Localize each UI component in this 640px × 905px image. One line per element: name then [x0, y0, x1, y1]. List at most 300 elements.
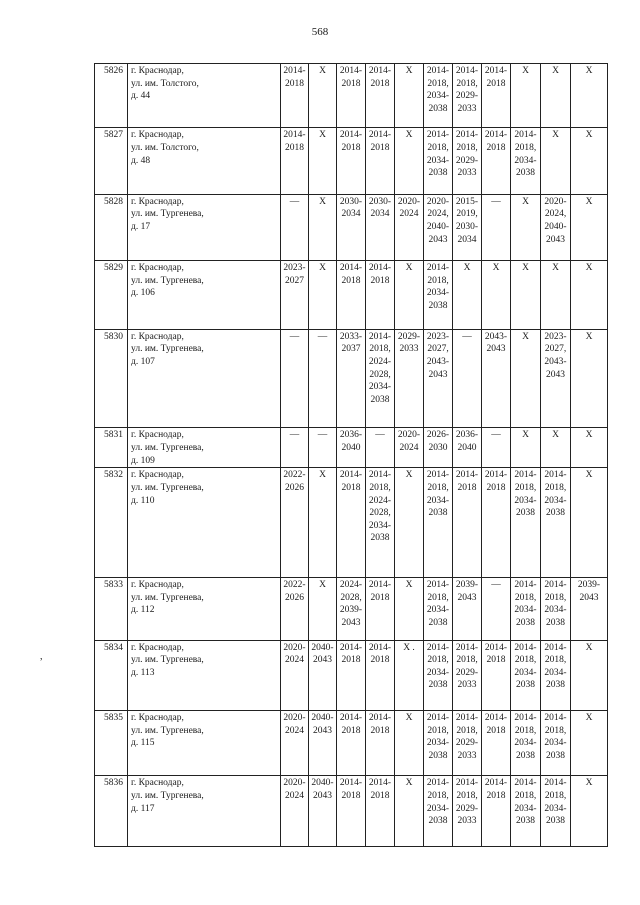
- period-line: 2043: [457, 592, 477, 603]
- period-cell: [511, 329, 541, 428]
- period-line: X: [492, 263, 500, 274]
- period-line: 2023-: [426, 331, 450, 342]
- period-cell: [395, 194, 424, 260]
- period-cell: [424, 261, 453, 329]
- address-line: г. Краснодар,: [131, 778, 184, 789]
- period-cell: [482, 468, 511, 578]
- period-line: X: [405, 130, 413, 141]
- period-cell: [395, 128, 424, 194]
- period-line: 2014-: [426, 66, 450, 76]
- period-cell: [453, 194, 482, 260]
- period-line: 2014-: [339, 66, 363, 76]
- period-line: 2038: [428, 617, 448, 628]
- period-line: 2037: [341, 344, 361, 355]
- period-line: 2028,: [369, 369, 391, 380]
- period-line: —: [289, 430, 300, 441]
- period-line: 2018,: [514, 791, 537, 802]
- period-cell: [511, 640, 541, 710]
- period-line: 2029-: [455, 667, 479, 678]
- period-line: X: [319, 130, 326, 141]
- register-table: [94, 63, 608, 847]
- period-cell: [366, 64, 395, 128]
- period-line: 2043-: [426, 356, 450, 367]
- address-line: ул. им. Тургенева,: [131, 791, 204, 802]
- period-line: 2029-: [455, 91, 479, 102]
- period-cell: [541, 329, 571, 428]
- table-row: [95, 428, 608, 468]
- period-cell: [541, 468, 571, 578]
- period-cell: [541, 776, 571, 847]
- row-number: 5830: [95, 329, 128, 428]
- period-cell: [309, 261, 337, 329]
- period-line: 2014-: [484, 778, 508, 789]
- period-line: 2034-: [368, 382, 392, 393]
- period-cell: [482, 578, 511, 640]
- table-row: [95, 776, 608, 847]
- period-line: 2038: [428, 168, 448, 179]
- period-line: 2040-: [311, 642, 334, 653]
- period-line: 2024: [285, 725, 304, 736]
- period-line: X: [522, 331, 529, 342]
- period-cell: [281, 64, 309, 128]
- period-line: X: [585, 130, 593, 141]
- address-cell: [128, 428, 281, 468]
- period-cell: [482, 329, 511, 428]
- period-line: 2018: [486, 655, 506, 666]
- period-line: 2029-: [397, 331, 421, 342]
- address-line: д. 117: [131, 803, 155, 814]
- period-line: 2034-: [426, 91, 450, 102]
- address-cell: [128, 776, 281, 847]
- address-line: ул. им. Тургенева,: [131, 275, 204, 286]
- period-line: 2038: [546, 617, 565, 628]
- period-line: —: [491, 580, 501, 591]
- period-cell: [571, 261, 608, 329]
- period-line: 2018,: [514, 655, 537, 666]
- period-line: 2018,: [456, 791, 478, 802]
- period-cell: [337, 578, 366, 640]
- address-cell: [128, 640, 281, 710]
- period-line: X: [522, 196, 529, 207]
- period-line: X: [405, 66, 413, 76]
- period-line: 2024,: [544, 209, 567, 220]
- period-line: 2018,: [456, 143, 478, 154]
- period-cell: [281, 194, 309, 260]
- period-line: 2019,: [456, 209, 478, 220]
- period-cell: [511, 261, 541, 329]
- period-cell: [453, 428, 482, 468]
- address-line: д. 113: [131, 667, 155, 678]
- period-cell: [424, 428, 453, 468]
- period-line: 2023-: [544, 331, 567, 342]
- period-line: 2018: [341, 725, 361, 736]
- period-line: 2018,: [427, 483, 449, 494]
- period-cell: [309, 64, 337, 128]
- period-line: 2020-: [544, 196, 567, 207]
- period-line: 2018,: [544, 725, 567, 736]
- period-line: 2014-: [426, 778, 450, 789]
- period-cell: [571, 468, 608, 578]
- period-cell: [395, 776, 424, 847]
- period-line: 2034-: [426, 667, 450, 678]
- period-line: —: [491, 430, 501, 441]
- period-line: 2018: [341, 791, 361, 802]
- address-line: д. 112: [131, 605, 155, 616]
- period-line: X: [522, 430, 529, 441]
- period-line: 2018: [285, 78, 304, 89]
- period-line: 2033: [457, 680, 477, 691]
- period-line: 2014-: [455, 713, 479, 724]
- period-line: 2014-: [368, 331, 392, 342]
- period-line: 2014-: [368, 713, 392, 724]
- period-line: 2026: [285, 483, 304, 494]
- period-cell: [281, 711, 309, 776]
- period-line: 2040-: [544, 222, 567, 233]
- period-line: 2043: [313, 725, 332, 736]
- period-line: 2014-: [455, 130, 479, 141]
- row-number: 5835: [95, 711, 128, 776]
- period-line: 2018: [285, 143, 304, 154]
- period-line: 2039-: [339, 605, 363, 616]
- period-line: X: [522, 66, 529, 76]
- period-line: 2038: [516, 680, 535, 691]
- period-line: 2034: [457, 234, 477, 245]
- period-line: 2014-: [339, 713, 363, 724]
- period-cell: [395, 468, 424, 578]
- period-cell: [453, 468, 482, 578]
- period-line: 2033: [457, 168, 477, 179]
- period-line: 2014-: [484, 66, 508, 76]
- period-line: X: [522, 263, 529, 274]
- period-cell: [453, 640, 482, 710]
- address-line: д. 106: [131, 288, 155, 299]
- address-line: ул. им. Тургенева,: [131, 483, 204, 494]
- period-cell: [511, 776, 541, 847]
- period-cell: [395, 64, 424, 128]
- period-line: 2018: [341, 143, 361, 154]
- period-line: 2014-: [339, 470, 363, 481]
- period-line: 2014-: [368, 130, 392, 141]
- period-line: 2038: [428, 301, 448, 312]
- period-cell: [511, 64, 541, 128]
- period-line: 2014-: [426, 470, 450, 481]
- period-line: 2027,: [544, 344, 567, 355]
- period-line: 2020-: [397, 430, 421, 441]
- period-line: 2018,: [456, 655, 478, 666]
- period-line: 2043: [546, 369, 565, 380]
- table-row: [95, 329, 608, 428]
- period-line: 2030-: [368, 196, 392, 207]
- period-cell: [366, 640, 395, 710]
- period-line: 2043: [428, 369, 448, 380]
- period-line: 2043: [579, 592, 599, 603]
- period-line: 2018: [370, 791, 390, 802]
- page-number: 568: [311, 26, 329, 38]
- address-cell: [128, 578, 281, 640]
- period-line: X: [585, 713, 593, 724]
- period-line: X: [319, 263, 326, 274]
- period-line: 2038: [546, 680, 565, 691]
- period-cell: [453, 711, 482, 776]
- period-cell: [281, 578, 309, 640]
- period-line: 2034-: [514, 155, 537, 166]
- period-cell: [482, 640, 511, 710]
- period-line: X: [585, 263, 593, 274]
- period-cell: [541, 578, 571, 640]
- period-cell: [541, 711, 571, 776]
- period-line: 2014-: [544, 470, 567, 481]
- address-line: д. 48: [131, 155, 151, 166]
- period-cell: [395, 428, 424, 468]
- period-line: 2014-: [339, 130, 363, 141]
- period-line: 2014-: [514, 470, 537, 481]
- period-cell: [366, 711, 395, 776]
- period-line: X: [405, 580, 413, 591]
- period-line: 2034-: [426, 495, 450, 506]
- period-line: X: [319, 196, 326, 207]
- period-line: 2038: [370, 533, 390, 544]
- period-line: 2034-: [544, 803, 567, 814]
- period-line: 2015-: [455, 196, 479, 207]
- period-line: 2014-: [339, 778, 363, 789]
- period-line: 2018,: [514, 592, 537, 603]
- period-line: 2036-: [455, 430, 479, 441]
- period-cell: [309, 776, 337, 847]
- period-line: 2018: [486, 143, 506, 154]
- period-line: 2018,: [369, 483, 391, 494]
- period-line: 2020-: [397, 196, 421, 207]
- period-line: 2020-: [283, 642, 306, 653]
- period-cell: [281, 776, 309, 847]
- period-cell: [571, 640, 608, 710]
- period-line: 2039-: [577, 580, 601, 591]
- address-line: г. Краснодар,: [131, 196, 184, 207]
- period-line: 2014-: [283, 130, 306, 141]
- period-line: 2038: [370, 394, 390, 405]
- address-cell: [128, 64, 281, 128]
- period-line: —: [317, 331, 328, 342]
- period-cell: [571, 578, 608, 640]
- period-line: 2014-: [426, 642, 450, 653]
- period-cell: [482, 64, 511, 128]
- period-line: —: [289, 196, 300, 207]
- period-line: 2024: [285, 655, 304, 666]
- period-line: 2033: [457, 750, 477, 761]
- address-cell: [128, 468, 281, 578]
- period-cell: [482, 776, 511, 847]
- period-line: 2038: [428, 816, 448, 827]
- period-cell: [281, 128, 309, 194]
- period-line: 2033-: [339, 331, 363, 342]
- period-line: 2018,: [427, 655, 449, 666]
- period-cell: [541, 64, 571, 128]
- period-line: 2014-: [514, 642, 537, 653]
- period-cell: [482, 261, 511, 329]
- period-line: 2020-: [283, 713, 306, 724]
- period-line: 2018: [341, 655, 361, 666]
- period-cell: [453, 578, 482, 640]
- period-cell: [337, 776, 366, 847]
- period-line: 2018,: [544, 592, 567, 603]
- address-cell: [128, 711, 281, 776]
- period-cell: [281, 428, 309, 468]
- period-line: 2020-: [283, 778, 306, 789]
- period-line: 2026: [285, 592, 304, 603]
- period-line: 2034: [341, 209, 361, 220]
- period-line: 2018: [370, 275, 390, 286]
- period-line: X: [552, 66, 559, 76]
- period-line: 2014-: [283, 66, 306, 76]
- period-line: 2040: [457, 443, 477, 453]
- row-number: 5829: [95, 261, 128, 329]
- period-cell: [337, 261, 366, 329]
- period-line: 2014-: [368, 263, 392, 274]
- period-line: 2024: [399, 443, 419, 453]
- period-line: 2038: [428, 680, 448, 691]
- period-line: —: [491, 196, 501, 207]
- period-line: 2024-: [339, 580, 363, 591]
- period-line: 2034-: [426, 803, 450, 814]
- period-line: 2034-: [426, 288, 450, 299]
- period-line: 2018: [486, 78, 506, 89]
- period-cell: [424, 194, 453, 260]
- period-line: X: [405, 778, 413, 789]
- period-line: 2024,: [427, 209, 449, 220]
- period-line: 2033: [457, 816, 477, 827]
- table-row: [95, 194, 608, 260]
- period-line: X: [319, 470, 326, 481]
- period-line: X .: [403, 642, 415, 653]
- period-cell: [337, 711, 366, 776]
- period-line: 2018,: [456, 725, 478, 736]
- period-cell: [309, 578, 337, 640]
- period-line: 2038: [428, 750, 448, 761]
- address-line: г. Краснодар,: [131, 130, 184, 141]
- row-number: 5828: [95, 194, 128, 260]
- period-cell: [511, 194, 541, 260]
- period-cell: [281, 468, 309, 578]
- period-cell: [511, 468, 541, 578]
- period-cell: [366, 428, 395, 468]
- period-line: 2018: [341, 483, 361, 494]
- period-cell: [541, 128, 571, 194]
- period-line: 2018,: [427, 791, 449, 802]
- period-cell: [309, 128, 337, 194]
- address-line: г. Краснодар,: [131, 642, 184, 653]
- period-cell: [337, 64, 366, 128]
- period-cell: [309, 329, 337, 428]
- period-line: 2038: [516, 168, 535, 179]
- period-line: 2043: [486, 344, 506, 355]
- period-line: 2040: [341, 443, 361, 453]
- address-line: ул. им. Толстого,: [131, 78, 199, 89]
- period-line: 2014-: [484, 130, 508, 141]
- table-body: [95, 64, 608, 847]
- row-number: 5826: [95, 64, 128, 128]
- period-line: X: [405, 470, 413, 481]
- period-line: 2014-: [484, 713, 508, 724]
- period-cell: [453, 261, 482, 329]
- period-line: —: [289, 331, 300, 342]
- period-line: 2030-: [339, 196, 363, 207]
- period-line: 2018,: [544, 655, 567, 666]
- period-line: 2040-: [311, 713, 334, 724]
- address-line: ул. им. Тургенева,: [131, 209, 204, 220]
- table-row: [95, 640, 608, 710]
- period-cell: [424, 128, 453, 194]
- period-line: 2027: [285, 275, 304, 286]
- period-line: 2014-: [455, 470, 479, 481]
- period-cell: [395, 711, 424, 776]
- period-line: 2023-: [283, 263, 306, 274]
- period-cell: [395, 578, 424, 640]
- period-line: 2029-: [455, 803, 479, 814]
- period-cell: [541, 640, 571, 710]
- period-line: 2028,: [340, 592, 362, 603]
- period-line: 2018,: [427, 592, 449, 603]
- period-line: 2018,: [544, 791, 567, 802]
- period-line: 2018: [457, 483, 477, 494]
- period-cell: [366, 329, 395, 428]
- period-line: 2018: [370, 655, 390, 666]
- period-line: 2043: [341, 617, 361, 628]
- margin-mark: ,: [40, 651, 43, 662]
- period-line: X: [585, 778, 593, 789]
- period-cell: [511, 428, 541, 468]
- period-line: 2024-: [368, 356, 392, 367]
- period-cell: [453, 64, 482, 128]
- period-line: 2038: [516, 750, 535, 761]
- period-cell: [453, 128, 482, 194]
- period-line: 2014-: [514, 778, 537, 789]
- period-line: 2014-: [339, 263, 363, 274]
- period-cell: [309, 640, 337, 710]
- period-line: 2014-: [544, 642, 567, 653]
- address-line: ул. им. Тургенева,: [131, 725, 204, 736]
- period-cell: [366, 194, 395, 260]
- period-line: 2018: [486, 791, 506, 802]
- period-line: 2030: [428, 443, 448, 453]
- period-line: 2038: [516, 816, 535, 827]
- period-cell: [309, 468, 337, 578]
- period-cell: [541, 194, 571, 260]
- period-line: X: [319, 580, 326, 591]
- period-cell: [424, 329, 453, 428]
- period-line: 2038: [516, 508, 535, 519]
- address-line: г. Краснодар,: [131, 580, 184, 591]
- period-line: 2034-: [426, 738, 450, 749]
- period-cell: [281, 640, 309, 710]
- period-line: 2014-: [368, 580, 392, 591]
- period-cell: [571, 329, 608, 428]
- period-line: 2018: [486, 725, 506, 736]
- period-cell: [337, 128, 366, 194]
- address-line: ул. им. Тургенева,: [131, 443, 204, 453]
- period-line: 2014-: [544, 778, 567, 789]
- period-line: 2014-: [455, 66, 479, 76]
- period-line: 2014-: [368, 470, 392, 481]
- period-line: 2018: [370, 143, 390, 154]
- address-line: г. Краснодар,: [131, 66, 184, 76]
- period-cell: [541, 261, 571, 329]
- period-line: 2038: [428, 103, 448, 114]
- period-line: 2034-: [514, 495, 537, 506]
- period-line: X: [585, 642, 593, 653]
- period-line: 2030-: [455, 222, 479, 233]
- period-line: X: [405, 713, 413, 724]
- period-line: X: [552, 430, 559, 441]
- period-line: 2038: [546, 508, 565, 519]
